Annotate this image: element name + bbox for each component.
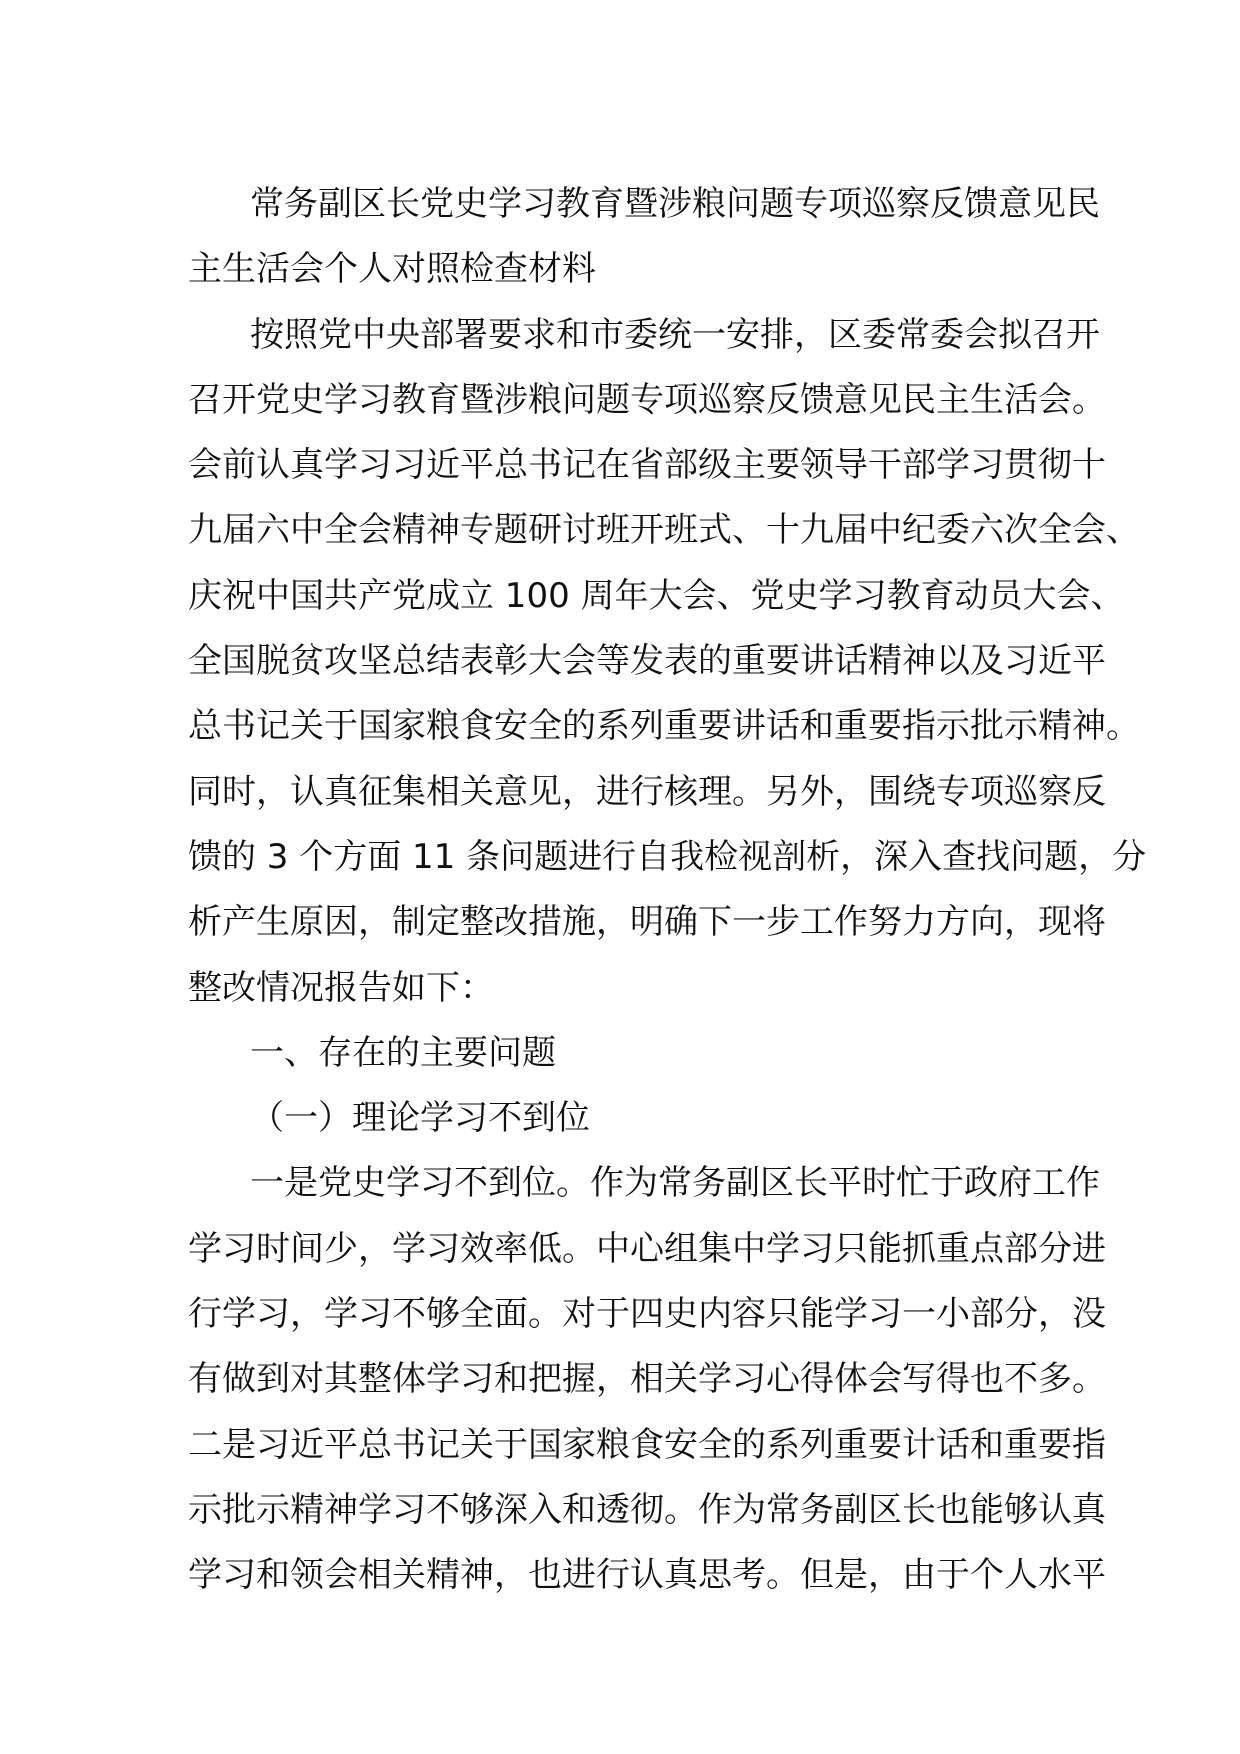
paragraph-line: 庆祝中国共产党成立 100 周年大会、党史学习教育动员大会、 <box>188 575 1125 616</box>
paragraph-line: 二是习近平总书记关于国家粮食安全的系列重要计话和重要指 <box>188 1424 1106 1465</box>
paragraph-line: 整改情况报告如下： <box>188 967 494 1008</box>
document-body <box>188 172 1147 1609</box>
title-line-1: 常务副区长党史学习教育暨涉粮问题专项巡察反馈意见民 <box>250 184 1100 224</box>
paragraph-line: 行学习，学习不够全面。对于四史内容只能学习一小部分，没 <box>188 1294 1106 1335</box>
paragraph-line: 会前认真学习习近平总书记在省部级主要领导干部学习贯彻十 <box>188 445 1106 486</box>
paragraph-line: 馈的 3 个方面 11 条问题进行自我检视剖析，深入查找问题，分 <box>188 836 1147 877</box>
section-heading: 一、存在的主要问题 <box>250 1032 556 1073</box>
paragraph-line: 析产生原因，制定整改措施，明确下一步工作努力方向，现将 <box>188 902 1106 943</box>
paragraph-line: 召开党史学习教育暨涉粮问题专项巡察反馈意见民主生活会。 <box>188 379 1106 420</box>
paragraph-line: 总书记关于国家粮食安全的系列重要讲话和重要指示批示精神。 <box>188 706 1140 747</box>
paragraph-line: 按照党中央部署要求和市委统一安排，区委常委会拟召开 <box>250 314 1100 355</box>
paragraph-line: 有做到对其整体学习和把握，相关学习心得体会写得也不多。 <box>188 1359 1106 1400</box>
paragraph-line: 示批示精神学习不够深入和透彻。作为常务副区长也能够认真 <box>188 1489 1106 1530</box>
title-line-2: 主生活会个人对照检查材料 <box>188 249 596 290</box>
paragraph-line: 九届六中全会精神专题研讨班开班式、十九届中纪委六次全会、 <box>188 510 1140 551</box>
paragraph-line: 学习时间少，学习效率低。中心组集中学习只能抓重点部分进 <box>188 1228 1106 1269</box>
subsection-heading: （一）理论学习不到位 <box>250 1098 590 1139</box>
paragraph-line: 同时，认真征集相关意见，进行核理。另外，围绕专项巡察反 <box>188 771 1106 812</box>
paragraph-line: 全国脱贫攻坚总结表彰大会等发表的重要讲话精神以及习近平 <box>188 641 1106 682</box>
paragraph-line: 学习和领会相关精神，也进行认真思考。但是，由于个人水平 <box>188 1555 1106 1596</box>
paragraph-line: 一是党史学习不到位。作为常务副区长平时忙于政府工作 <box>250 1163 1100 1204</box>
